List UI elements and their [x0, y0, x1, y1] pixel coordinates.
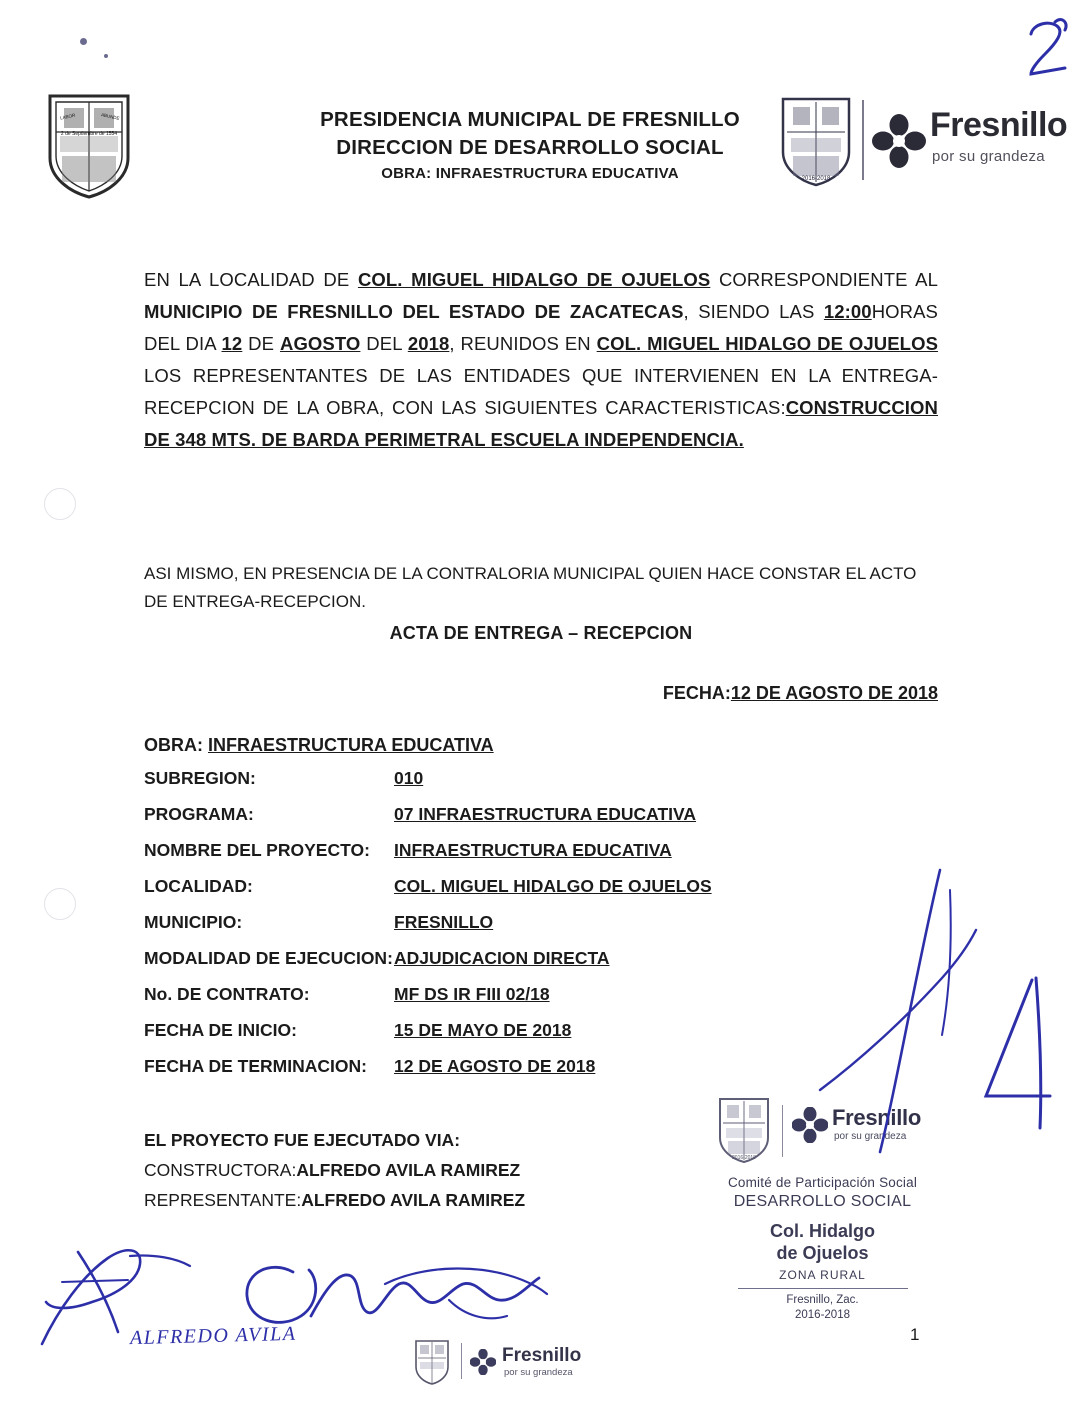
stamp-line-4: ZONA RURAL	[779, 1268, 866, 1282]
brand-wordmark: Fresnillo	[930, 106, 1068, 144]
field-value: ADJUDICACION DIRECTA	[394, 948, 610, 968]
flower-icon	[470, 1349, 496, 1375]
stamp-logo-group	[700, 1095, 945, 1173]
intro-text-g: , REUNIDOS EN	[449, 332, 597, 354]
stamp-brand-tagline: por su grandeza	[834, 1131, 907, 1142]
brand-divider	[862, 100, 864, 180]
representante-value: ALFREDO AVILA RAMIREZ	[301, 1190, 526, 1210]
representante-label: REPRESENTANTE:	[144, 1190, 302, 1210]
intro-text-a: EN LA LOCALIDAD DE	[144, 268, 358, 290]
field-label: LOCALIDAD:	[144, 876, 253, 896]
stamp-line-3a: Col. Hidalgo	[770, 1221, 875, 1241]
intro-paragraph	[144, 264, 938, 456]
field-value: 010	[394, 768, 424, 788]
table-row	[144, 804, 944, 840]
svg-text:ABUNDE: ABUNDE	[100, 112, 121, 121]
stamp-line-5a: Fresnillo, Zac.	[786, 1294, 859, 1306]
table-row	[144, 1020, 944, 1056]
field-value: INFRAESTRUCTURA EDUCATIVA	[394, 840, 672, 860]
field-label: NOMBRE DEL PROYECTO:	[144, 840, 370, 860]
fecha-value: 12 DE AGOSTO DE 2018	[730, 683, 938, 703]
field-label: FECHA DE TERMINACION:	[144, 1056, 367, 1076]
dia-value: 12	[221, 332, 243, 354]
anio-value: 2018	[407, 332, 450, 354]
stamp-divider	[782, 1105, 783, 1157]
stamp-rule	[738, 1288, 908, 1289]
flower-icon	[872, 114, 926, 168]
municipal-crest-icon	[46, 92, 132, 200]
intro-text-h: LOS REPRESENTANTES DE LAS ENTIDADES QUE INTERVIENEN EN LA ENTREGA-RECEPCION DE LA OBRA, CON LAS SIGUIENTES CARACTERISTICAS:	[144, 364, 938, 418]
obra-descripcion-value: CONSTRUCCION DE 348 MTS. DE BARDA PERIMETRAL ESCUELA INDEPENDENCIA.	[144, 396, 938, 450]
scan-ring	[44, 888, 76, 920]
municipio-value: MUNICIPIO DE FRESNILLO DEL ESTADO DE ZACATECAS	[144, 300, 684, 322]
intro-text-e: DE	[242, 332, 280, 354]
table-row	[144, 768, 944, 804]
executed-heading: EL PROYECTO FUE EJECUTADO VIA:	[144, 1130, 461, 1150]
field-value: 15 DE MAYO DE 2018	[394, 1020, 572, 1040]
stamp-line-3b: de Ojuelos	[776, 1243, 869, 1263]
intro-text-d: HORAS DEL DIA	[144, 300, 938, 354]
table-row	[144, 984, 944, 1020]
fecha-label: FECHA:	[662, 683, 731, 703]
footer-brand-tagline: por su grandeza	[504, 1367, 573, 1378]
stamp-line-5b: 2016-2018	[795, 1309, 850, 1321]
header-title-group	[200, 106, 860, 182]
table-row	[144, 1056, 944, 1092]
field-label: PROGRAMA:	[144, 804, 254, 824]
flower-icon	[792, 1107, 828, 1143]
field-value: COL. MIGUEL HIDALGO DE OJUELOS	[394, 876, 712, 896]
constructora-value: ALFREDO AVILA RAMIREZ	[296, 1160, 521, 1180]
field-label: SUBREGION:	[144, 768, 256, 788]
footer-brand-lockup	[414, 1337, 644, 1393]
field-value: FRESNILLO	[394, 912, 494, 932]
hora-value: 12:00	[823, 300, 872, 322]
intro-text-b: CORRESPONDIENTE AL	[710, 268, 938, 290]
brand-tagline: por su grandeza	[932, 148, 1045, 165]
fields-block	[144, 735, 944, 1092]
svg-text:2 de Septiembre de 1554: 2 de Septiembre de 1554	[60, 131, 118, 137]
svg-text:LABOR: LABOR	[59, 112, 76, 121]
field-value: 12 DE AGOSTO DE 2018	[394, 1056, 596, 1076]
scan-speck	[104, 54, 108, 58]
field-value: 07 INFRAESTRUCTURA EDUCATIVA	[394, 804, 697, 824]
table-row	[144, 912, 944, 948]
field-label: FECHA DE INICIO:	[144, 1020, 297, 1040]
fresnillo-brand-lockup	[780, 92, 1068, 196]
footer-divider	[461, 1343, 462, 1379]
intro-text-f: DEL	[360, 332, 408, 354]
lugar-reunion-value: COL. MIGUEL HIDALGO DE OJUELOS	[596, 332, 939, 354]
obra-row	[144, 735, 944, 756]
field-label: No. DE CONTRATO:	[144, 984, 310, 1004]
field-value: MF DS IR FIII 02/18	[394, 984, 550, 1004]
intro-text-c: , SIENDO LAS	[683, 300, 824, 322]
svg-text:2016-2018: 2016-2018	[732, 1155, 756, 1161]
scan-speck	[80, 38, 87, 45]
presence-paragraph: ASI MISMO, EN PRESENCIA DE LA CONTRALORIA MUNICIPAL QUIEN HACE CONSTAR EL ACTO DE ENTREGA-RECEPCION.	[144, 564, 917, 611]
scan-ring	[44, 488, 76, 520]
mes-value: AGOSTO	[279, 332, 361, 354]
fecha-line	[144, 683, 938, 704]
constructora-label: CONSTRUCTORA:	[144, 1160, 297, 1180]
footer-crest-icon	[414, 1339, 450, 1385]
header-line-3: OBRA: INFRAESTRUCTURA EDUCATIVA	[381, 165, 679, 182]
header-line-1: PRESIDENCIA MUNICIPAL DE FRESNILLO	[320, 108, 740, 131]
svg-text:2016-2018: 2016-2018	[801, 176, 831, 182]
field-label: MUNICIPIO:	[144, 912, 243, 932]
stamp-line-1: Comité de Participación Social	[727, 1175, 918, 1190]
stamp-line-2: DESARROLLO SOCIAL	[733, 1193, 912, 1210]
obra-value: INFRAESTRUCTURA EDUCATIVA	[208, 735, 494, 755]
stamp-crest-icon	[718, 1097, 770, 1165]
handwritten-signer-name: ALFREDO AVILA	[129, 1322, 297, 1350]
handwritten-page-mark	[1025, 18, 1079, 78]
document-header	[0, 86, 1088, 206]
table-row	[144, 948, 944, 984]
header-line-2: DIRECCION DE DESARROLLO SOCIAL	[336, 136, 724, 159]
table-row	[144, 840, 944, 876]
localidad-value: COL. MIGUEL HIDALGO DE OJUELOS	[357, 268, 711, 290]
obra-label: OBRA:	[144, 735, 203, 755]
stamp-brand-wordmark: Fresnillo	[832, 1105, 921, 1130]
field-label: MODALIDAD DE EJECUCION:	[144, 948, 393, 968]
table-row	[144, 876, 944, 912]
page-number: 1	[910, 1325, 920, 1344]
brand-crest-icon	[780, 96, 852, 188]
acta-title: ACTA DE ENTREGA – RECEPCION	[389, 623, 693, 643]
comite-participacion-stamp	[700, 1095, 945, 1323]
footer-brand-wordmark: Fresnillo	[502, 1345, 582, 1366]
